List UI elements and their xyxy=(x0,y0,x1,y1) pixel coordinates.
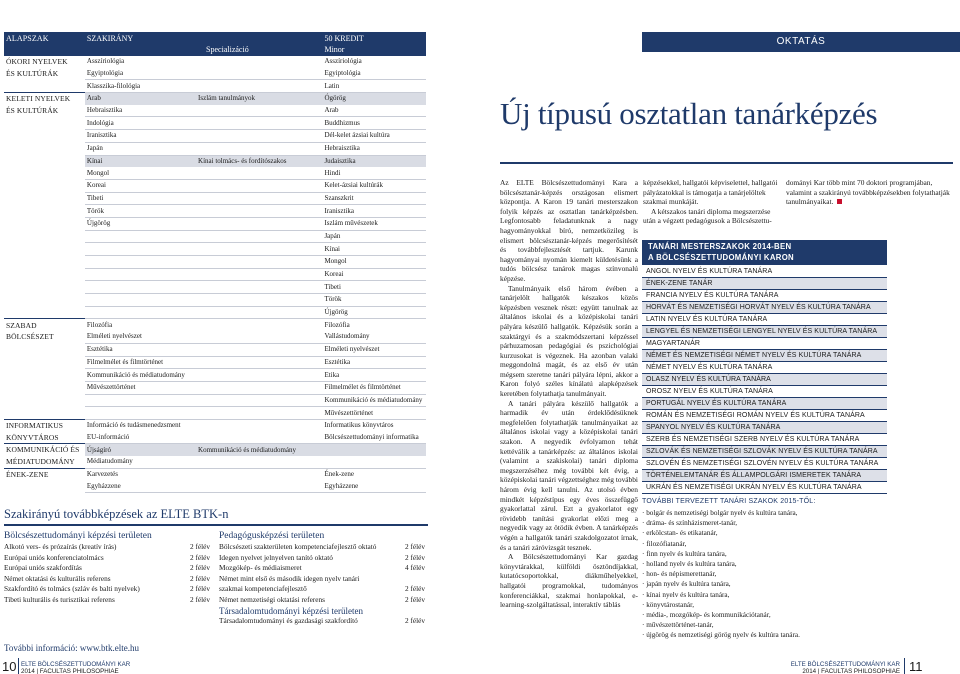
minor: Buddhizmus xyxy=(322,117,426,130)
minor: Arab xyxy=(322,105,426,117)
planned-major-item: · bolgár és nemzetiségi bolgár nyelv és kultúra tanára, xyxy=(642,509,798,517)
major-track: Arab xyxy=(85,93,196,105)
major-track: Mongol xyxy=(85,167,196,179)
training-duration: 2 félév xyxy=(404,594,425,604)
body-paragraph: Az ELTE Bölcsészettudományi Kara a bölcsésztanár-képzés országosan elismert központja. A Karon 19 tanári mesterszakon folyik képzés az osztatlan tanárképzésben. Legfontosabb feladatunknak a nagy hagyományokkal bíró, nemzetközileg is elismert bölcsésztanár-képzés megerősítését és továbbfejlesztését tartjuk. Karunk hagyományai nyomán kiemelt küldetésünk a tudós bölcsész tanárok magas színvonalú képzése. xyxy=(500,178,638,283)
specialization xyxy=(196,294,322,307)
major-row xyxy=(4,230,426,243)
planned-major-item: · könyvtárostanár, xyxy=(642,600,695,609)
major-category xyxy=(4,205,85,218)
pedagogy-training-list xyxy=(219,530,425,626)
minor: Művészettörténet xyxy=(322,407,426,420)
minor xyxy=(322,456,426,468)
footer-divider-left xyxy=(18,658,19,674)
major-category xyxy=(4,192,85,205)
minor: Elméleti nyelvészet xyxy=(322,343,426,356)
major-row xyxy=(4,381,426,394)
major-row xyxy=(4,80,426,93)
major-row xyxy=(4,407,426,420)
header-szakirany: SZAKIRÁNY xyxy=(85,32,196,45)
major-track: Kommunikáció és médiatudomány xyxy=(85,369,196,382)
header-specializacio: Specializáció xyxy=(196,45,322,56)
major-row xyxy=(4,356,426,369)
specialization xyxy=(196,268,322,281)
major-track: Japán xyxy=(85,142,196,155)
body-paragraph: Tanulmányaik első három évében a tanárjelölt hallgatók készakos közös képzésben vesznek részt: együtt tanulnak az általános iskolai és a középiskolai tanári pályára készülő hallgatók. Képzésük során a szaktárgyi és a szakmódszertani képzéssel párhuzamosan pedagógiai és pszichológiai kurzusokat is végeznek. Ha azonban valaki meggondolná magát, és az első év után mégsem szeretne tanári pályára lépni, akkor a Karon folyó széles kínálatú alapképzések keretében folytathatja tanulmányait. xyxy=(500,283,638,399)
major-category: ÓKORI NYELVEK xyxy=(4,56,85,68)
major-category xyxy=(4,217,85,230)
major-category xyxy=(4,130,85,143)
major-category xyxy=(4,394,85,407)
major-row xyxy=(4,117,426,130)
minor: Iszlám művészetek xyxy=(322,217,426,230)
minor: Török xyxy=(322,294,426,307)
master-program-item: SZERB ÉS NEMZETISÉGI SZERB NYELV ÉS KULTÚRA TANÁRA xyxy=(642,434,887,446)
training-name: Társadalomtudományi és gazdasági szakfordító xyxy=(219,615,358,625)
body-paragraph: A tanári pályára készülő hallgatók a harmadik év után érdeklődésüknek megfelelően folytathatják tanulmányaikat az általános iskolai vagy a középiskolai tanári szakon. A negyedik évfolyamon tehát kettéválik a tanárképzés: az általános iskolai (valamint a szakiskolai) tanári diploma megszerzéséhez még további két évig, a középiskolai tanári végzettséghez még további három évig kell tanulni. Az utolsó évben mindkét képzéstípus egy éves összefüggő gyakorlattal zárul. Ezt a gyakorlatot egy rövidebb tanítási gyakorlat előzi meg a negyedik vagy az ötödik évben. A tanárképzés végén a hallgatók tanári szakdolgozatot írnak, és a tanári záróvizsgát tesznek. xyxy=(500,398,638,552)
major-track: Iranisztika xyxy=(85,130,196,143)
master-program-item: FRANCIA NYELV ÉS KULTÚRA TANÁRA xyxy=(642,290,887,302)
specialization xyxy=(196,179,322,192)
majors-table xyxy=(4,32,426,493)
training-duration: 2 félév xyxy=(189,573,210,583)
master-program-item: OLASZ NYELV ÉS KULTÚRA TANÁRA xyxy=(642,374,887,386)
training-duration: 2 félév xyxy=(404,542,425,551)
major-track: Asszíriológia xyxy=(85,56,196,68)
major-track: Indológia xyxy=(85,117,196,130)
minor: Hebraisztika xyxy=(322,142,426,155)
specialization xyxy=(196,419,322,431)
section-tag: OKTATÁS xyxy=(642,32,960,52)
specialization xyxy=(196,480,322,492)
major-track: Filmelmélet és filmtörténet xyxy=(85,356,196,369)
major-row xyxy=(4,306,426,319)
specialization xyxy=(196,130,322,143)
major-row xyxy=(4,243,426,256)
minor: Egyházzene xyxy=(322,480,426,492)
masters-list xyxy=(642,266,887,494)
major-row xyxy=(4,419,426,431)
specialization xyxy=(196,256,322,269)
training-name: Bölcsészeti szakterületen kompetenciafejlesztő oktató xyxy=(219,542,377,551)
major-category xyxy=(4,306,85,319)
specialization xyxy=(196,394,322,407)
major-track xyxy=(85,230,196,243)
major-row xyxy=(4,179,426,192)
major-category xyxy=(4,142,85,155)
minor: Japán xyxy=(322,230,426,243)
training-duration: 2 félév xyxy=(189,594,210,604)
major-row xyxy=(4,192,426,205)
body-column-1 xyxy=(500,178,638,610)
major-track: Médiatudomány xyxy=(85,456,196,468)
major-track: Kínai xyxy=(85,155,196,167)
major-track: Esztétika xyxy=(85,343,196,356)
minor: Judaisztika xyxy=(322,155,426,167)
footer-faculty-name: ELTE BÖLCSÉSZETTUDOMÁNYI KAR xyxy=(21,661,131,668)
major-row xyxy=(4,105,426,117)
right-page xyxy=(480,0,960,674)
major-row xyxy=(4,56,426,68)
major-track: Karvezetés xyxy=(85,468,196,480)
training-duration: 2 félév xyxy=(189,552,210,562)
end-mark-icon xyxy=(837,199,842,204)
major-row xyxy=(4,319,426,331)
major-category xyxy=(4,343,85,356)
major-category xyxy=(4,281,85,294)
major-category xyxy=(4,268,85,281)
major-track: Újságíró xyxy=(85,444,196,456)
training-item xyxy=(4,595,210,606)
training-name: Tibeti kulturális és turisztikai referens xyxy=(4,594,115,604)
page-number-right: 11 xyxy=(909,659,923,674)
master-program-item: SZLOVÁK ÉS NEMZETISÉGI SZLOVÁK NYELV ÉS KULTÚRA TANÁRA xyxy=(642,446,887,458)
major-category xyxy=(4,356,85,369)
minor: Kommunikáció és médiatudomány xyxy=(322,394,426,407)
specialization xyxy=(196,192,322,205)
major-track: Klasszika-filológia xyxy=(85,80,196,93)
specialization: Kínai tolmács- és fordítószakos xyxy=(196,155,322,167)
specialization xyxy=(196,80,322,93)
training-duration: 4 félév xyxy=(404,563,425,573)
specialization xyxy=(196,205,322,218)
major-track: Török xyxy=(85,205,196,218)
major-category xyxy=(4,167,85,179)
training-item xyxy=(219,563,425,574)
master-program-item: LATIN NYELV ÉS KULTÚRA TANÁRA xyxy=(642,314,887,326)
footer-right xyxy=(791,661,900,674)
major-track: Hebraisztika xyxy=(85,105,196,117)
training-name: Szakfordító és tolmács (szláv és balti nyelvek) xyxy=(4,584,140,594)
planned-major-item: · finn nyelv és kultúra tanára, xyxy=(642,549,727,558)
major-row xyxy=(4,217,426,230)
humanities-heading: Bölcsészettudományi képzési területen xyxy=(4,531,152,541)
training-name: Német nemzetiségi oktatási referens xyxy=(219,594,325,604)
training-item xyxy=(4,574,210,585)
body-column-2 xyxy=(643,178,780,226)
training-item xyxy=(219,584,425,595)
training-name: Alkotó vers- és prózaírás (kreatív írás) xyxy=(4,542,117,551)
humanities-training-list xyxy=(4,530,210,606)
specialization xyxy=(196,306,322,319)
master-program-item: TÖRTÉNELEMTANÁR ÉS ÁLLAMPOLGÁRI ISMERETEK TANÁRA xyxy=(642,470,887,482)
major-category xyxy=(4,294,85,307)
header-minor: Minor xyxy=(322,45,426,56)
planned-major-item: · média-, mozgókép- és kommunikációtanár, xyxy=(642,611,771,620)
training-item xyxy=(219,553,425,564)
training-item xyxy=(219,542,425,553)
major-track: Egyiptológia xyxy=(85,68,196,80)
major-row xyxy=(4,130,426,143)
training-item xyxy=(4,542,210,553)
specialization xyxy=(196,142,322,155)
footer-year-right: 2014 | FACULTAS PHILOSOPHIAE xyxy=(802,668,900,674)
master-program-item: PORTUGÁL NYELV ÉS KULTÚRA TANÁRA xyxy=(642,398,887,410)
minor: Esztétika xyxy=(322,356,426,369)
major-category xyxy=(4,256,85,269)
training-item xyxy=(219,595,425,606)
specialization xyxy=(196,331,322,343)
planned-major-item: · újgörög és nemzetiségi görög nyelv és kultúra tanára. xyxy=(642,631,800,640)
major-category: ÉS KULTÚRÁK xyxy=(6,69,59,79)
footer-left xyxy=(21,661,130,674)
minor: Ógörög xyxy=(322,93,426,105)
major-category xyxy=(4,243,85,256)
master-program-item: LENGYEL ÉS NEMZETISÉGI LENGYEL NYELV ÉS KULTÚRA TANÁRA xyxy=(642,326,887,338)
major-category: MÉDIATUDOMÁNY xyxy=(6,457,75,467)
major-row xyxy=(4,155,426,167)
body-column-3-text: dományi Kar több mint 70 doktori programjában, valamint a szakirányú továbbképzésekben folytathatják tanulmányaikat. xyxy=(786,178,950,207)
training-item xyxy=(219,574,425,585)
footer-faculty-name-right: ELTE BÖLCSÉSZETTUDOMÁNYI KAR xyxy=(790,661,900,668)
major-track: Elméleti nyelvészet xyxy=(85,331,196,343)
header-credit: 50 KREDIT xyxy=(322,32,426,45)
more-info-link[interactable]: További információ: www.btk.elte.hu xyxy=(4,643,140,653)
major-track: Tibeti xyxy=(85,192,196,205)
major-track xyxy=(85,294,196,307)
major-track xyxy=(85,268,196,281)
planned-major-item: · hon- és népismerettanár, xyxy=(642,570,717,579)
specialization xyxy=(196,319,322,331)
title-divider xyxy=(500,162,953,164)
major-row xyxy=(4,456,426,468)
major-category xyxy=(4,179,85,192)
training-item xyxy=(4,584,210,595)
social-science-heading: Társadalomtudományi képzési területen xyxy=(219,605,363,616)
specialization xyxy=(196,167,322,179)
body-column-3 xyxy=(786,178,952,207)
master-program-item: MAGYARTANÁR xyxy=(642,338,887,350)
major-track: Művészettörténet xyxy=(85,381,196,394)
major-row xyxy=(4,281,426,294)
major-track xyxy=(85,256,196,269)
specialization xyxy=(196,456,322,468)
major-row xyxy=(4,142,426,155)
training-name: Európai uniós szakfordítás xyxy=(4,563,82,573)
master-program-item: ANGOL NYELV ÉS KULTÚRA TANÁRA xyxy=(642,266,887,278)
body-paragraph: képzésekkel, hallgatói képviselettel, hallgatói pályázatokkal is támogatja a tanárjelöltek szakmai munkáját. xyxy=(643,178,778,207)
major-track xyxy=(85,394,196,407)
major-row xyxy=(4,93,426,105)
body-paragraph: A kétszakos tanári diploma megszerzése után a végzett pedagógusok a Bölcsészettu- xyxy=(643,206,772,226)
minor: Iranisztika xyxy=(322,205,426,218)
specialization xyxy=(196,343,322,356)
major-row xyxy=(4,343,426,356)
major-category xyxy=(4,480,85,492)
planned-major-item: · kínai nyelv és kultúra tanára, xyxy=(642,590,730,599)
specialization xyxy=(196,117,322,130)
page-number-left: 10 xyxy=(2,659,17,674)
major-row xyxy=(4,205,426,218)
major-row xyxy=(4,432,426,444)
training-name: Európai uniós konferenciatolmács xyxy=(4,552,104,562)
specialization xyxy=(196,281,322,294)
planned-majors-list xyxy=(642,508,842,641)
major-category: KELETI NYELVEK xyxy=(4,93,85,105)
specialization: Iszlám tanulmányok xyxy=(196,93,322,105)
minor: Tibeti xyxy=(322,281,426,294)
minor: Informatikus könyvtáros xyxy=(322,419,426,431)
minor: Latin xyxy=(322,80,426,93)
footer-divider-right xyxy=(904,658,905,674)
major-track: Újgörög xyxy=(85,217,196,230)
minor: Etika xyxy=(322,369,426,382)
major-category xyxy=(4,381,85,394)
minor: Mongol xyxy=(322,256,426,269)
minor: Dél-kelet ázsiai kultúra xyxy=(322,130,426,143)
major-track xyxy=(85,243,196,256)
master-program-item: ROMÁN ÉS NEMZETISÉGI ROMÁN NYELV ÉS KULTÚRA TANÁRA xyxy=(642,410,887,422)
major-row xyxy=(4,444,426,456)
specialization: Kommunikáció és médiatudomány xyxy=(196,444,322,456)
minor: Hindi xyxy=(322,167,426,179)
minor: Filmelmélet és filmtörténet xyxy=(322,381,426,394)
masters-box-title-line2: A BÖLCSÉSZETTUDOMÁNYI KARON xyxy=(648,252,794,262)
training-duration: 2 félév xyxy=(189,563,210,573)
major-row xyxy=(4,268,426,281)
minor: Újgörög xyxy=(322,306,426,319)
major-category xyxy=(4,407,85,420)
planned-major-item: · filozófiatanár, xyxy=(642,539,687,548)
further-training-title: Szakirányú továbbképzések az ELTE BTK-n xyxy=(4,507,229,521)
training-name: Mozgókép- és médiaismeret xyxy=(219,563,302,573)
major-row xyxy=(4,369,426,382)
master-program-item: SZLOVÉN ÉS NEMZETISÉGI SZLOVÉN NYELV ÉS KULTÚRA TANÁRA xyxy=(642,458,887,470)
major-track: Koreai xyxy=(85,179,196,192)
minor: Ének-zene xyxy=(322,468,426,480)
major-category xyxy=(4,369,85,382)
header-alapszak: ALAPSZAK xyxy=(4,32,85,45)
major-row xyxy=(4,331,426,343)
major-category: SZABAD xyxy=(4,319,85,331)
minor: Kelet-ázsiai kultúrák xyxy=(322,179,426,192)
master-program-item: HORVÁT ÉS NEMZETISÉGI HORVÁT NYELV ÉS KULTÚRA TANÁRA xyxy=(642,302,887,314)
planned-major-item: · holland nyelv és kultúra tanára, xyxy=(642,560,737,569)
specialization xyxy=(196,356,322,369)
masters-box-title-line1: TANÁRI MESTERSZAKOK 2014-BEN xyxy=(648,242,792,251)
specialization xyxy=(196,243,322,256)
specialization xyxy=(196,230,322,243)
major-row xyxy=(4,394,426,407)
minor: Szanszkrit xyxy=(322,192,426,205)
minor: Filozófia xyxy=(322,319,426,331)
training-item xyxy=(219,616,425,627)
specialization xyxy=(196,381,322,394)
section-divider xyxy=(4,524,428,526)
major-row xyxy=(4,480,426,492)
footer-year: 2014 | FACULTAS PHILOSOPHIAE xyxy=(21,668,119,674)
major-category: INFORMATIKUS xyxy=(4,419,85,431)
specialization xyxy=(196,105,322,117)
minor: Vallástudomány xyxy=(322,331,426,343)
master-program-item: UKRÁN ÉS NEMZETISÉGI UKRÁN NYELV ÉS KULTÚRA TANÁRA xyxy=(642,482,887,494)
planned-major-item: · japán nyelv és kultúra tanára, xyxy=(642,580,731,589)
minor: Koreai xyxy=(322,268,426,281)
specialization xyxy=(196,68,322,80)
specialization xyxy=(196,369,322,382)
training-item xyxy=(4,563,210,574)
specialization xyxy=(196,468,322,480)
major-row xyxy=(4,294,426,307)
masters-box-heading xyxy=(642,240,887,265)
major-track: EU-információ xyxy=(85,432,196,444)
training-duration: 2 félév xyxy=(404,615,425,625)
major-track: Információ és tudásmenedzsment xyxy=(85,419,196,431)
major-row xyxy=(4,468,426,480)
planned-major-item: · dráma- és színházismeret-tanár, xyxy=(642,519,738,528)
major-category: ÉS KULTÚRÁK xyxy=(6,106,59,116)
major-category: ÉNEK-ZENE xyxy=(4,468,85,480)
planned-majors-heading: TOVÁBBI TERVEZETT TANÁRI SZAKOK 2015-TŐL: xyxy=(642,498,816,505)
specialization xyxy=(196,432,322,444)
training-item xyxy=(4,553,210,564)
major-row xyxy=(4,256,426,269)
major-track: Egyházzene xyxy=(85,480,196,492)
master-program-item: ÉNEK-ZENE TANÁR xyxy=(642,278,887,290)
training-duration: 2 félév xyxy=(404,584,425,594)
specialization xyxy=(196,407,322,420)
major-row xyxy=(4,68,426,80)
major-category: KÖNYVTÁROS xyxy=(6,432,59,442)
major-category xyxy=(4,80,85,93)
major-category xyxy=(4,155,85,167)
minor: Kínai xyxy=(322,243,426,256)
master-program-item: OROSZ NYELV ÉS KULTÚRA TANÁRA xyxy=(642,386,887,398)
planned-major-item: · művészettörténet-tanár, xyxy=(642,621,714,630)
major-track xyxy=(85,281,196,294)
training-duration: 2 félév xyxy=(189,584,210,594)
major-track: Filozófia xyxy=(85,319,196,331)
minor: Egyiptológia xyxy=(322,68,426,80)
training-name: Német oktatási és kulturális referens xyxy=(4,573,111,583)
training-name: Német mint első és második idegen nyelv tanári xyxy=(219,573,360,583)
training-name: Idegen nyelvet jelnyelven tanító oktató xyxy=(219,552,333,562)
minor xyxy=(322,444,426,456)
specialization xyxy=(196,217,322,230)
major-category xyxy=(4,230,85,243)
major-category xyxy=(4,117,85,130)
major-row xyxy=(4,167,426,179)
major-track xyxy=(85,407,196,420)
body-paragraph: A Bölcsészettudományi Kar gazdag könyvtárakkal, külföldi ösztöndíjakkal, kutatócsoportokkal, diákműhelyekkel, hallgatói programokkal, tudományos konferenciákkal, szakmai honlapokkal, e-learning-szolgáltatással, interaktív táblás xyxy=(500,552,638,610)
major-category: BÖLCSÉSZET xyxy=(6,332,54,342)
major-track xyxy=(85,306,196,319)
planned-major-item: · erkölcstan- és etikatanár, xyxy=(642,529,718,538)
minor: Asszíriológia xyxy=(322,56,426,68)
training-duration: 2 félév xyxy=(404,552,425,562)
training-duration: 2 félév xyxy=(189,542,210,551)
master-program-item: NÉMET ÉS NEMZETISÉGI NÉMET NYELV ÉS KULTÚRA TANÁRA xyxy=(642,350,887,362)
master-program-item: SPANYOL NYELV ÉS KULTÚRA TANÁRA xyxy=(642,422,887,434)
specialization xyxy=(196,56,322,68)
minor: Bölcsészettudományi informatika xyxy=(322,432,426,444)
major-category: KOMMUNIKÁCIÓ ÉS xyxy=(4,444,85,456)
training-name: szakmai kompetenciafejlesztő xyxy=(219,584,307,594)
pedagogy-heading: Pedagógusképzési területen xyxy=(219,531,325,541)
page-title: Új típusú osztatlan tanárképzés xyxy=(500,96,878,131)
master-program-item: NÉMET NYELV ÉS KULTÚRA TANÁRA xyxy=(642,362,887,374)
